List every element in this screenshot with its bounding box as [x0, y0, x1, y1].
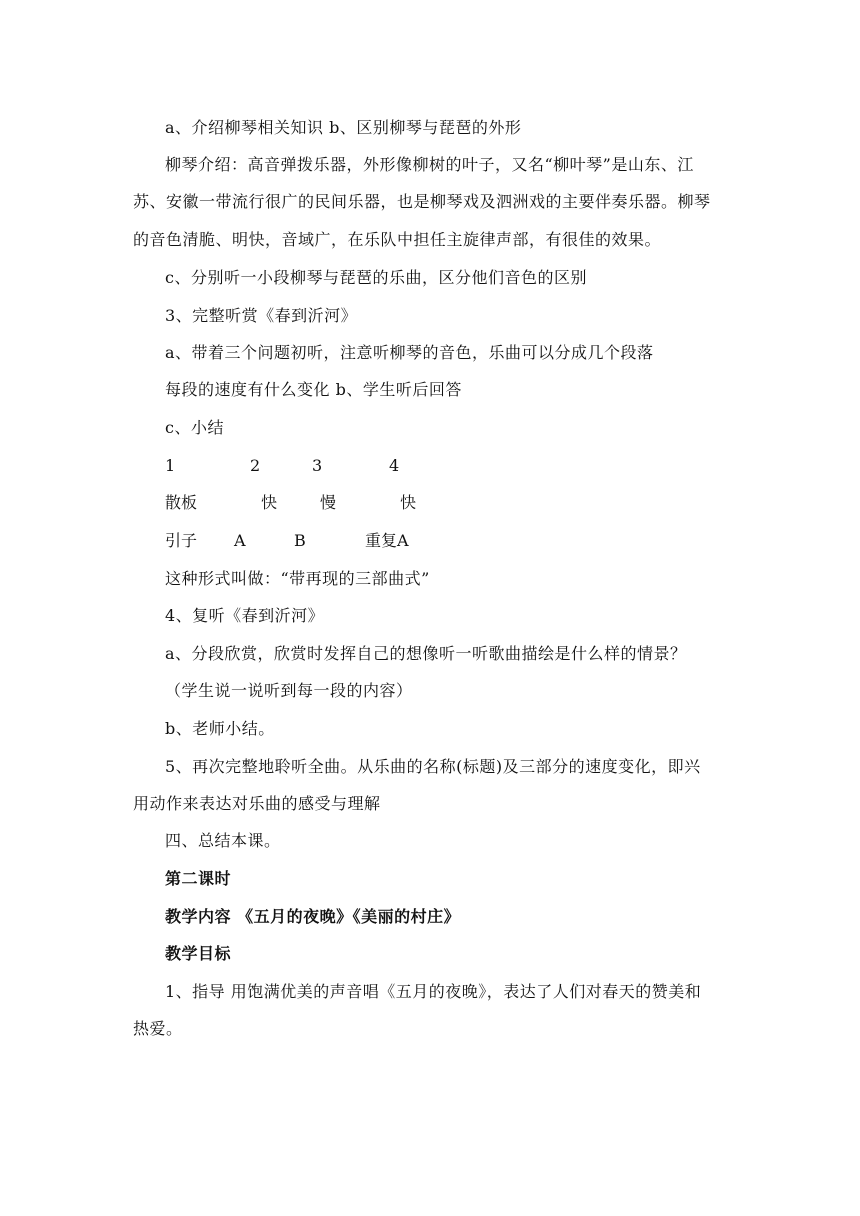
text-line: 4、复听《春到沂河》	[165, 606, 325, 625]
text-line: b、老师小结。	[165, 719, 275, 738]
text-line: a、分段欣赏，欣赏时发挥自己的想像听一听歌曲描绘是什么样的情景？	[165, 644, 687, 663]
text-line: 苏、安徽一带流行很广的民间乐器，也是柳琴戏及泗洲戏的主要伴奏乐器。柳琴	[133, 192, 711, 211]
section-heading: 教学目标	[165, 944, 232, 963]
text-line: 5、再次完整地聆听全曲。从乐曲的名称(标题)及三部分的速度变化，即兴	[165, 757, 701, 776]
text-line: a、介绍柳琴相关知识 b、区别柳琴与琵琶的外形	[165, 118, 522, 137]
section-heading: 教学内容 《五月的夜晚》《美丽的村庄》	[165, 907, 461, 926]
text-line: 这种形式叫做：“带再现的三部曲式”	[165, 569, 430, 588]
text-line: c、分别听一小段柳琴与琵琶的乐曲，区分他们音色的区别	[165, 268, 587, 287]
section-heading: 第二课时	[165, 869, 232, 888]
summary-section: 引子	[165, 531, 198, 550]
text-line: c、小结	[165, 418, 224, 437]
text-line: 的音色清脆、明快，音域广，在乐队中担任主旋律声部，有很佳的效果。	[133, 230, 662, 249]
summary-number: 3	[312, 456, 323, 475]
text-line: 每段的速度有什么变化 b、学生听后回答	[165, 380, 462, 399]
summary-tempo: 快	[261, 493, 278, 512]
text-line: 3、完整听赏《春到沂河》	[165, 306, 358, 325]
summary-section: 重复A	[365, 531, 409, 550]
summary-number: 2	[250, 456, 261, 475]
text-line: 1、指导 用饱满优美的声音唱《五月的夜晚》，表达了人们对春天的赞美和	[165, 982, 702, 1001]
text-line: 柳琴介绍：高音弹拨乐器，外形像柳树的叶子，又名“柳叶琴”是山东、江	[165, 155, 694, 174]
summary-tempo: 快	[400, 493, 417, 512]
text-line: 四、总结本课。	[165, 831, 281, 850]
text-line: a、带着三个问题初听，注意听柳琴的音色，乐曲可以分成几个段落	[165, 343, 654, 362]
summary-tempo: 散板	[165, 493, 198, 512]
summary-number: 4	[389, 456, 400, 475]
text-line: （学生说一说听到每一段的内容）	[165, 681, 413, 700]
summary-tempo: 慢	[320, 493, 337, 512]
text-line: 用动作来表达对乐曲的感受与理解	[133, 794, 381, 813]
summary-number: 1	[165, 456, 176, 475]
summary-section: B	[294, 531, 306, 550]
text-line: 热爱。	[133, 1019, 183, 1038]
summary-section: A	[234, 531, 246, 550]
